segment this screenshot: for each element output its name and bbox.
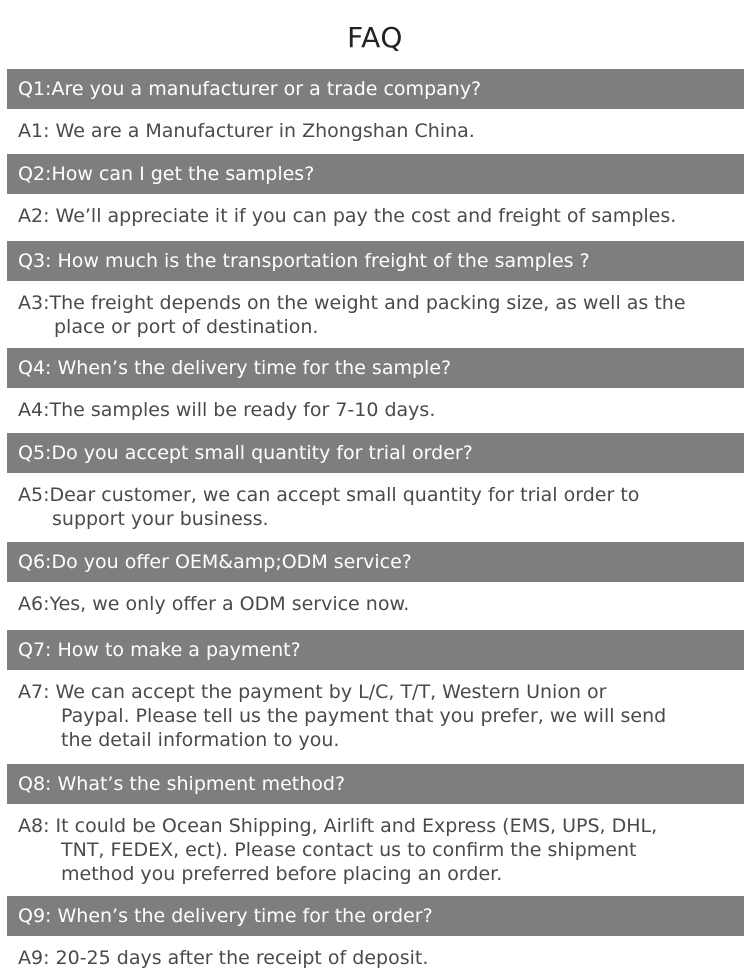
faq-question-1: Q1:Are you a manufacturer or a trade company? xyxy=(7,69,744,109)
faq-answer-9 xyxy=(18,946,743,970)
faq-answer-line: the detail information to you. xyxy=(61,729,340,751)
faq-question-6: Q6:Do you offer OEM&amp;ODM service? xyxy=(7,542,744,582)
faq-question-8: Q8: What’s the shipment method? xyxy=(7,764,744,804)
faq-question-2: Q2:How can I get the samples? xyxy=(7,154,744,194)
faq-answer-line: A1: We are a Manufacturer in Zhongshan China. xyxy=(18,120,475,142)
page-title: FAQ xyxy=(347,21,403,54)
faq-answer-line: A7: We can accept the payment by L/C, T/T, Western Union or xyxy=(18,681,607,703)
faq-answer-line: A6:Yes, we only offer a ODM service now. xyxy=(18,593,410,615)
faq-answer-line: Paypal. Please tell us the payment that you prefer, we will send xyxy=(61,705,667,727)
faq-answer-line: TNT, FEDEX, ect). Please contact us to confirm the shipment xyxy=(61,839,637,861)
faq-question-4: Q4: When’s the delivery time for the sample? xyxy=(7,348,744,388)
faq-question-5: Q5:Do you accept small quantity for trial order? xyxy=(7,433,744,473)
faq-answer-line: A8: It could be Ocean Shipping, Airlift and Express (EMS, UPS, DHL, xyxy=(18,815,658,837)
faq-answer-5 xyxy=(18,483,743,531)
faq-answer-line: A5:Dear customer, we can accept small quantity for trial order to xyxy=(18,484,640,506)
faq-answer-line: method you preferred before placing an order. xyxy=(61,863,503,885)
faq-answer-line: place or port of destination. xyxy=(54,316,319,338)
faq-answer-line: A4:The samples will be ready for 7-10 days. xyxy=(18,399,436,421)
faq-question-9: Q9: When’s the delivery time for the order? xyxy=(7,896,744,936)
faq-answer-1 xyxy=(18,119,743,143)
faq-answer-line: A9: 20-25 days after the receipt of deposit. xyxy=(18,947,429,969)
faq-answer-8 xyxy=(18,814,743,886)
faq-question-7: Q7: How to make a payment? xyxy=(7,630,744,670)
faq-answer-3 xyxy=(18,291,743,339)
faq-answer-line: A2: We’ll appreciate it if you can pay the cost and freight of samples. xyxy=(18,205,677,227)
faq-question-3: Q3: How much is the transportation freight of the samples ? xyxy=(7,241,744,281)
faq-answer-2 xyxy=(18,204,743,228)
faq-answer-6 xyxy=(18,592,743,616)
faq-answer-line: support your business. xyxy=(52,508,269,530)
faq-answer-4 xyxy=(18,398,743,422)
faq-answer-line: A3:The freight depends on the weight and packing size, as well as the xyxy=(18,292,686,314)
faq-answer-7 xyxy=(18,680,743,752)
